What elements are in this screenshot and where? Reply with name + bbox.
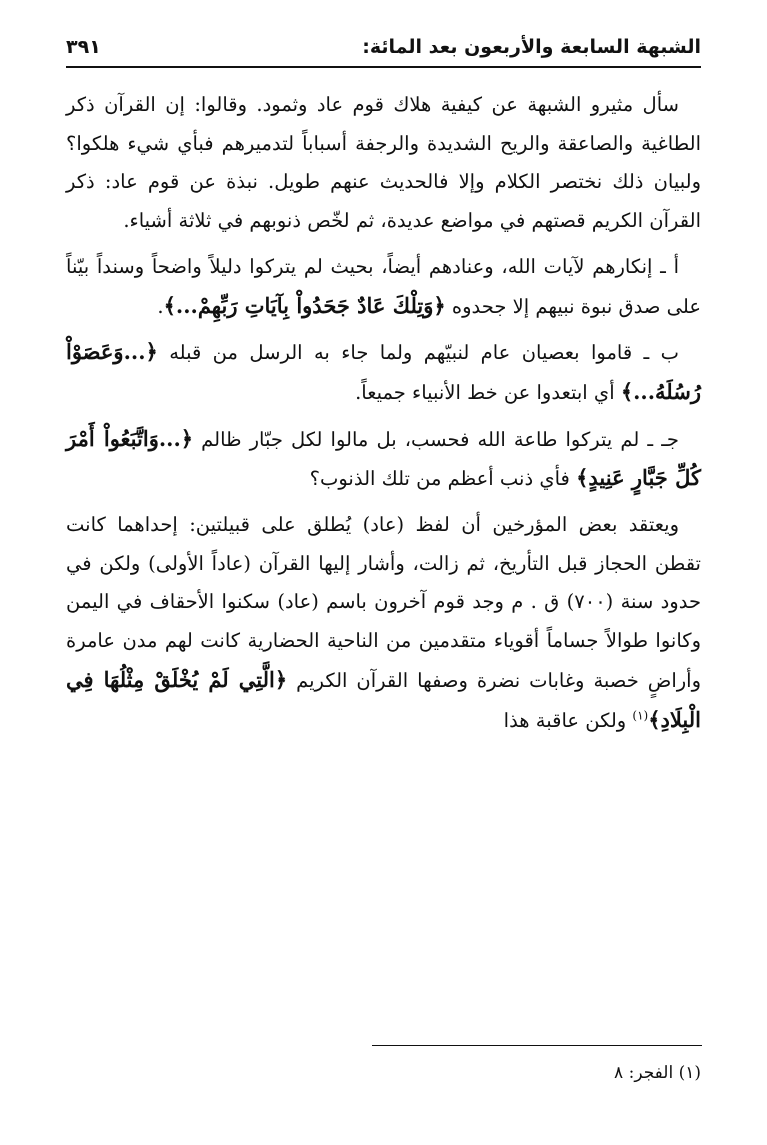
paragraph-text: جـ ـ لم يتركوا طاعة الله فحسب، بل مالوا لكل جبّار ظالم (193, 427, 679, 451)
paragraph-point-b (66, 333, 701, 412)
footnote-rule (372, 1045, 702, 1046)
quran-verse: ﴿...وَعَصَوْاْ رُسُلَهُ...﴾ (66, 339, 701, 404)
paragraph-historians (66, 506, 701, 740)
paragraph-text: سأل مثيرو الشبهة عن كيفية هلاك قوم عاد وثمود. وقالوا: إن القرآن ذكر الطاغية والصاعقة والريح الشديدة والرجفة أسباباً لتدميرهم فبأي شيء هلكوا؟ ولبيان ذلك نختصر الكلام وإلا فالحديث عنهم طويل. نبذة عن قوم عاد: ذكر القرآن الكريم قصتهم في مواضع عديدة، ثم لخّص ذنوبهم في ثلاثة أشياء. (66, 93, 701, 233)
running-title: الشبهة السابعة والأربعون بعد المائة: (362, 36, 701, 58)
quran-verse: ﴿الَّتِي لَمْ يُخْلَقْ مِثْلُهَا فِي الْبِلَادِ﴾ (66, 666, 701, 732)
paragraph-text: ولكن عاقبة هذا (503, 708, 633, 732)
header-rule (66, 66, 701, 68)
body-text (66, 86, 701, 740)
quran-verse: ﴿...وَاتَّبَعُواْ أَمْرَ كُلِّ جَبَّارٍ عَنِيدٍ﴾ (66, 425, 701, 491)
footnote-marker: (١) (632, 708, 649, 723)
quran-verse: ﴿وَتِلْكَ عَادٌ جَحَدُواْ بِآيَاتِ رَبِّهِمْ...﴾ (163, 292, 446, 318)
paragraph-point-c (66, 420, 701, 499)
paragraph-text: ب ـ قاموا بعصيان عام لنبيّهم ولما جاء به الرسل من قبله (157, 341, 679, 365)
paragraph-text: أي ابتعدوا عن خط الأنبياء جميعاً. (355, 380, 621, 404)
page-number: ٣٩١ (66, 36, 101, 58)
paragraph-point-a (66, 248, 701, 326)
paragraph-intro (66, 86, 701, 241)
page-header (66, 30, 701, 64)
footnote: (١) الفجر: ٨ (614, 1063, 701, 1083)
paragraph-text: فأي ذنب أعظم من تلك الذنوب؟ (309, 467, 577, 491)
paragraph-text: أ ـ إنكارهم لآيات الله، وعنادهم أيضاً، بحيث لم يتركوا دليلاً واضحاً وسنداً بيّناً على صدق نبوة نبيهم إلا جحدوه (66, 254, 701, 318)
paragraph-text: ويعتقد بعض المؤرخين أن لفظ (عاد) يُطلق على قبيلتين: إحداهما كانت تقطن الحجاز قبل التأريخ، ثم زالت، وأشار إليها القرآن (عاداً الأولى) ولكن في حدود سنة (٧٠٠) ق . م وجد قوم آخرون باسم (عاد) سكنوا الأحقاف في اليمن وكانوا طوالاً جساماً أقوياء متقدمين من الناحية الحضارية كانت لهم مدن عامرة وأراضٍ خصبة وغابات نضرة وصفها القرآن الكريم (66, 513, 701, 692)
paragraph-text: . (157, 294, 164, 318)
